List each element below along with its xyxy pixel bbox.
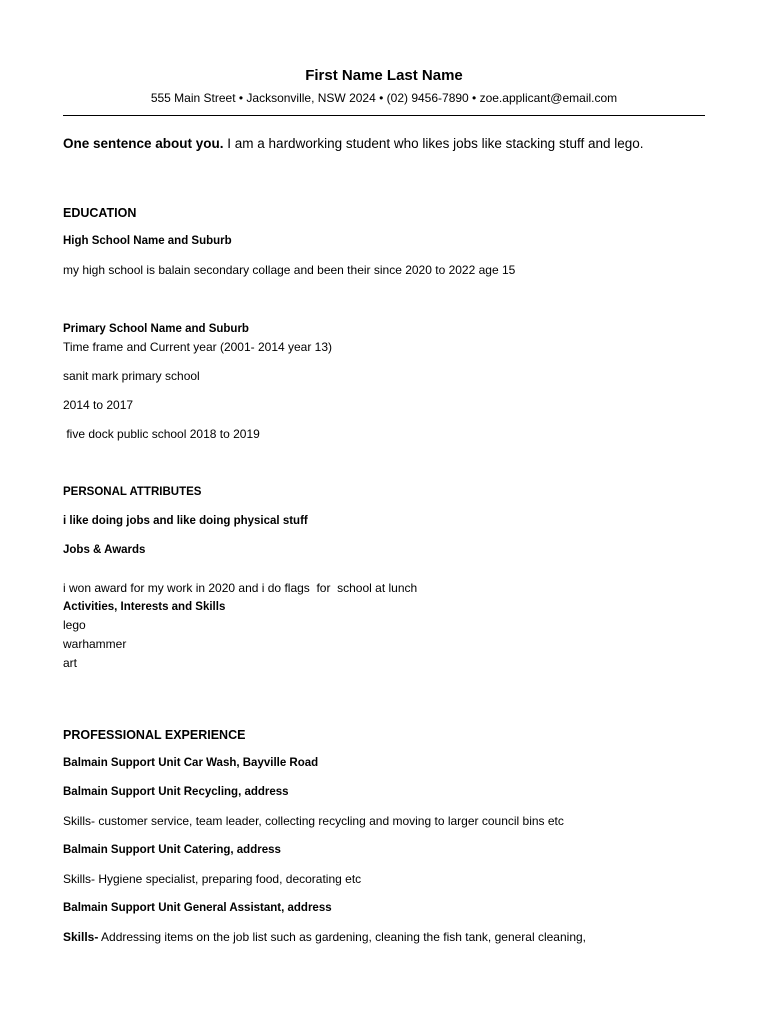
primary-school-line: Time frame and Current year (2001- 2014 year 13) [63, 340, 333, 354]
job-skills [63, 930, 586, 945]
job-title: Balmain Support Unit Recycling, address [63, 786, 289, 798]
job-skills: Skills- customer service, team leader, collecting recycling and moving to larger council bins etc [63, 814, 564, 828]
jobs-awards-text: i won award for my work in 2020 and i do flags for school at lunch [63, 581, 418, 595]
experience-heading: PROFESSIONAL EXPERIENCE [63, 728, 246, 742]
intro-label: One sentence about you. [63, 136, 224, 151]
high-school-heading: High School Name and Suburb [63, 235, 232, 247]
activity-item: warhammer [63, 637, 127, 651]
job-title: Balmain Support Unit General Assistant, address [63, 902, 332, 914]
job-title: Balmain Support Unit Catering, address [63, 844, 281, 856]
job-title: Balmain Support Unit Car Wash, Bayville Road [63, 757, 319, 769]
activity-item: art [63, 656, 78, 670]
job-skills-text: Addressing items on the job list such as gardening, cleaning the fish tank, general cleaning, [98, 930, 586, 944]
activity-item: lego [63, 618, 86, 632]
intro-text: I am a hardworking student who likes jobs like stacking stuff and lego. [223, 136, 644, 151]
jobs-awards-heading: Jobs & Awards [63, 544, 146, 556]
intro-sentence [63, 135, 644, 152]
header-divider [63, 115, 705, 116]
education-heading: EDUCATION [63, 206, 137, 220]
personal-attribute-text: i like doing jobs and like doing physical stuff [63, 515, 308, 527]
activities-heading: Activities, Interests and Skills [63, 601, 226, 613]
personal-attributes-heading: PERSONAL ATTRIBUTES [63, 486, 202, 498]
job-skills-label: Skills- [63, 930, 99, 944]
primary-school-line: five dock public school 2018 to 2019 [63, 427, 260, 441]
job-skills: Skills- Hygiene specialist, preparing food, decorating etc [63, 872, 362, 886]
applicant-name: First Name Last Name [305, 67, 463, 84]
contact-line: 555 Main Street • Jacksonville, NSW 2024 • (02) 9456-7890 • zoe.applicant@email.com [150, 91, 618, 105]
primary-school-line: sanit mark primary school [63, 369, 200, 383]
high-school-text: my high school is balain secondary collage and been their since 2020 to 2022 age 15 [63, 263, 516, 277]
primary-school-line: 2014 to 2017 [63, 398, 134, 412]
primary-school-heading: Primary School Name and Suburb [63, 323, 249, 335]
